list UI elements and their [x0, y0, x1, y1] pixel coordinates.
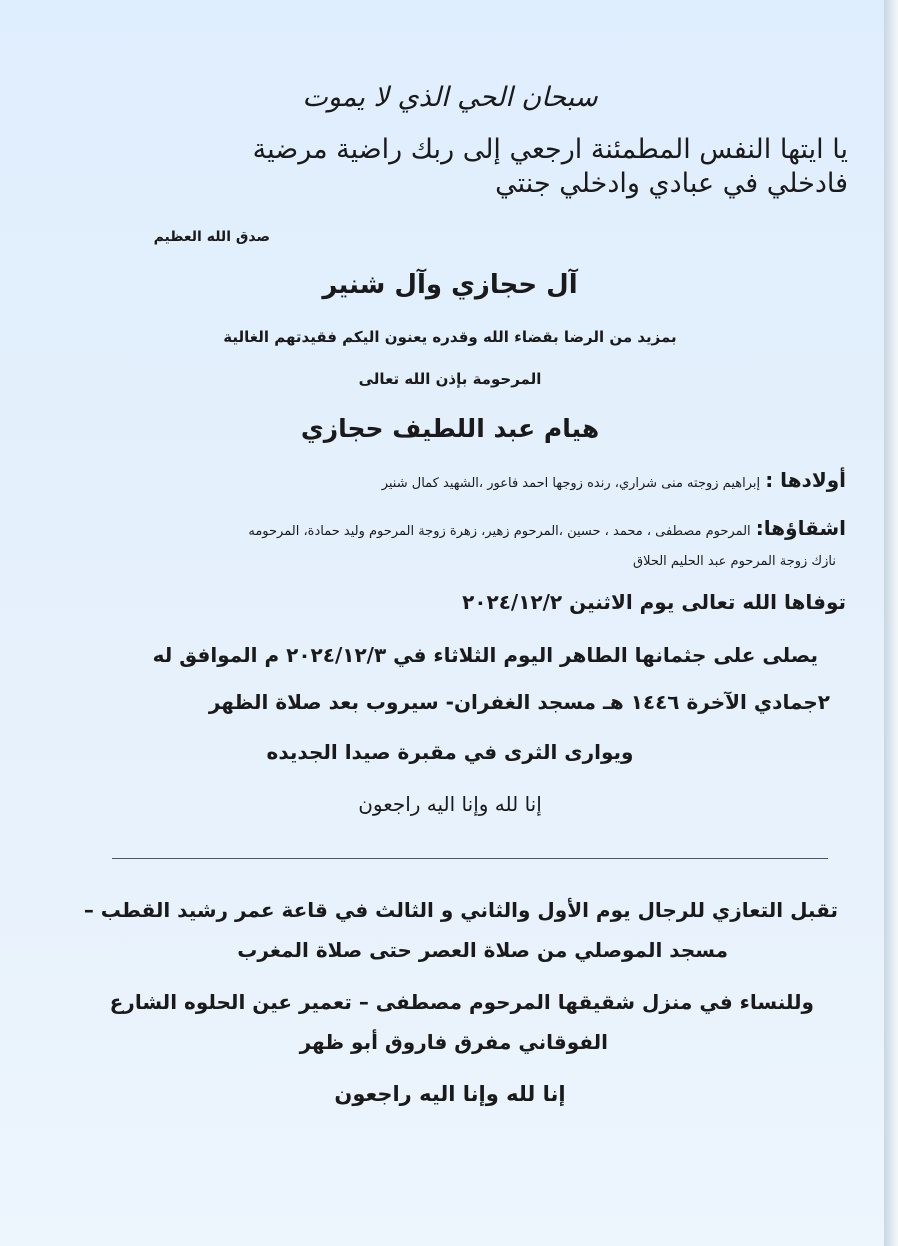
families-title: آل حجازي وآل شنير	[322, 270, 578, 300]
condolence-men-line-2: مسجد الموصلي من صلاة العصر حتى صلاة المغرب	[237, 938, 728, 962]
condolence-men-line-1: تقبل التعازي للرجال يوم الأول والثاني و الثالث في قاعة عمر رشيد القطب –	[83, 898, 838, 922]
children-text: إبراهيم زوجته منى شراري، رنده زوجها احمد فاعور ،الشهيد كمال شنير	[381, 476, 761, 491]
children-row	[382, 468, 846, 492]
prayer-line-1: يصلى على جثمانها الطاهر اليوم الثلاثاء في ٢٠٢٤/١٢/٣ م الموافق له	[152, 643, 818, 667]
siblings-text-2: نازك زوجة المرحوم عبد الحليم الحلاق	[632, 554, 836, 569]
condolence-women-line-1: وللنساء في منزل شقيقها المرحوم مصطفى – تعمير عين الحلوه الشارع	[109, 990, 814, 1014]
siblings-row	[248, 516, 846, 540]
marhuma-line: المرحومة بإذن الله تعالى	[358, 370, 542, 388]
siblings-label: اشقاؤها:	[755, 516, 846, 540]
verse-line-1: يا ايتها النفس المطمئنة ارجعي إلى ربك راضية مرضية	[252, 134, 848, 165]
deceased-name: هيام عبد اللطيف حجازي	[300, 414, 600, 443]
children-label: أولادها :	[765, 468, 846, 492]
calligraphy-heading: سبحان الحي الذي لا يموت	[302, 82, 598, 113]
verse-line-2: فادخلي في عبادي وادخلي جنتي	[495, 168, 848, 199]
inna-lillah-top: إنا لله وإنا اليه راجعون	[358, 792, 542, 816]
paper-edge	[884, 0, 898, 1246]
condolence-women-line-2: الفوقاني مفرق فاروق أبو ظهر	[299, 1030, 608, 1054]
burial-line: ويوارى الثرى في مقبرة صيدا الجديده	[266, 740, 634, 764]
death-line: توفاها الله تعالى يوم الاثنين ٢٠٢٤/١٢/٢	[462, 590, 846, 614]
prayer-line-2: ٢جمادي الآخرة ١٤٤٦ هـ مسجد الغفران- سيروب بعد صلاة الظهر	[208, 690, 830, 714]
siblings-text-1: المرحوم مصطفى ، محمد ، حسين ،المرحوم زهير، زهرة زوجة المرحوم وليد حمادة، المرحومه	[248, 524, 751, 539]
sadaq-text: صدق الله العظيم	[153, 229, 270, 245]
inna-lillah-bottom: إنا لله وإنا اليه راجعون	[334, 1082, 566, 1106]
divider-line	[112, 858, 828, 859]
intro-line: بمزيد من الرضا بقضاء الله وقدره يعنون اليكم فقيدتهم الغالية	[223, 328, 677, 346]
